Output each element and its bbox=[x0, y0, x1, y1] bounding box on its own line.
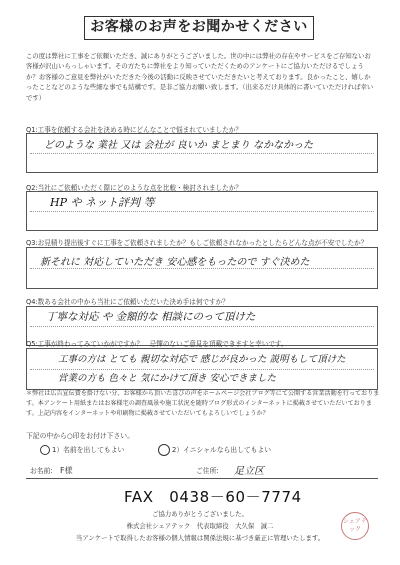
answer-rule bbox=[30, 326, 374, 327]
address-value: 足立区 bbox=[234, 466, 264, 477]
option-number: 2 bbox=[172, 446, 177, 454]
question-4-label: Q4:数ある会社の中から当社にご依頼いただいた決め手は何ですか？ bbox=[26, 298, 229, 306]
answer-3-text: 新それに 対応していただき 安心感をもったので すぐ決めた bbox=[40, 257, 310, 268]
answer-2-text: HP や ネット評判 等 bbox=[50, 196, 155, 209]
publication-notice: ＊弊社は広告宣伝費を掛けない分、お客様から頂いた喜びの声をホームページ会社ブログ等にて公開する営業活動を行っております。本アンケート用紙またはお客様宅の調査風景や施工状況を随時ブログ形式のインターネットに掲載させていただいております。上記内容をインターネットや印刷物に掲載させていただいてもよろしいでしょうか？ bbox=[26, 390, 380, 417]
option-name-allowed[interactable]: 1）名前を出してもよい bbox=[40, 444, 124, 455]
company-stamp bbox=[341, 512, 369, 540]
address-label: ご住所: bbox=[196, 467, 219, 475]
answer-1-text: どのような 業社 又は 会社が 良いか まとまり なかなかった bbox=[44, 140, 314, 151]
privacy-text: 当アンケートで取得したお客様の個人情報は関係法規に基づき厳正に管理いたします。 bbox=[75, 534, 325, 542]
page-title: お客様のお声をお聞かせください bbox=[84, 16, 314, 40]
name-value: F様 bbox=[60, 466, 73, 475]
question-1-label: Q1:工事を依頼する会社を決める時にどんなことで悩まれていましたか？ bbox=[26, 126, 243, 134]
option-circle[interactable] bbox=[40, 445, 50, 455]
option-number: 1 bbox=[52, 446, 57, 454]
answer-rule bbox=[30, 268, 374, 269]
answer-5-line-2: 営業の方も 色々と 気にかけて頂き 安心できました bbox=[58, 373, 277, 384]
answer-rule bbox=[30, 153, 374, 154]
option-text: 名前を出してもよい bbox=[63, 446, 125, 454]
option-text: イニシャルなら出してもよい bbox=[183, 446, 272, 454]
intro-paragraph: この度は弊社に工事をご依頼いただき、誠にありがとうございました。世の中には弊社の存在やサービスをご存知ないお客様が沢山いらっしゃいます。その方たちに弊社をより知っていただくためのアンケートにご協力いただけるでしょうか？お客様のご意見を弊社がいただきた今後の活動に反映させていただきたいと考えております。良かったこと、嬉しかったことなどのような些細な事でも結構です。是非ご協力お願い致します。（出来るだけ具体的に書いていただければ幸いです） bbox=[26, 52, 374, 102]
option-circle-selected[interactable] bbox=[158, 444, 170, 456]
name-label: お名前: bbox=[30, 467, 53, 475]
thanks-text: ご協力ありがとうございました。 bbox=[152, 510, 248, 518]
question-3-label: Q3:お見積り提出後すぐに工事をご依頼されましたか？もしご依頼されなかったとしたらどんな点が不安でしたか？ bbox=[26, 239, 368, 247]
company-text: 株式会社シェアテック 代表取締役 大久保 誠二 bbox=[126, 522, 274, 530]
answer-4-text: 丁寧な対応 や 金額的な 相談にのって頂けた bbox=[46, 311, 256, 323]
answer-5-line-1: 工事の方は とても 親切な対応で 感じが良かった 説明もして頂けた bbox=[58, 354, 346, 365]
circle-instruction: 下記の中から○印をお付け下さい。 bbox=[26, 432, 134, 440]
question-5-label: Q5:工事が終わってみていかがですか？ 忌憚のないご意見を頂戴できますと幸いです。 bbox=[26, 340, 288, 348]
stamp-text: シェアテック bbox=[343, 518, 367, 533]
fax-number: FAX 0438－60－7774 bbox=[124, 488, 302, 506]
answer-rule bbox=[30, 211, 374, 212]
option-initial-allowed[interactable]: 2）イニシャルなら出してもよい bbox=[158, 444, 271, 456]
question-2-label: Q2:当社にご依頼いただく際にどのような点を比較・検討されましたか？ bbox=[26, 184, 243, 192]
